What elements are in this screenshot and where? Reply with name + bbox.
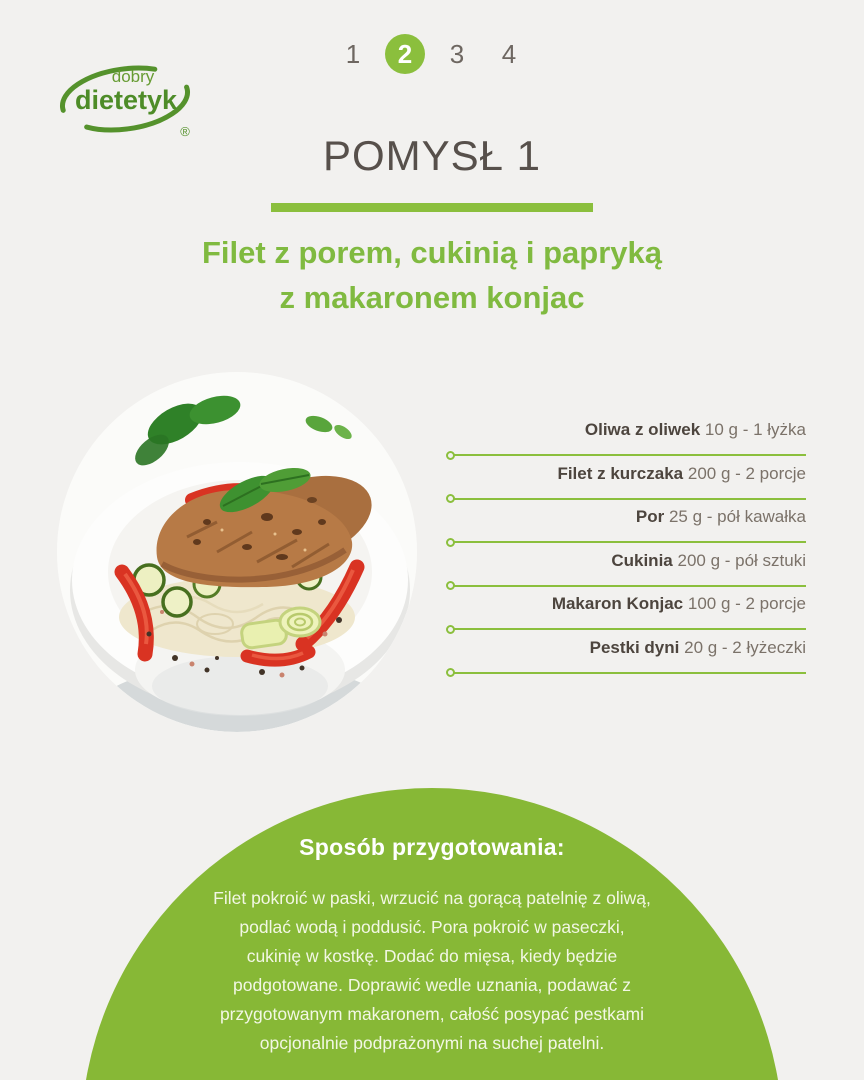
step-4[interactable]: 4 (501, 38, 517, 69)
ingredient-name: Por (635, 507, 665, 526)
step-indicator (333, 34, 529, 74)
ingredient-amount: 25 g - pół kawałka (668, 507, 806, 526)
brand-logo-graphic (54, 54, 198, 142)
brand-logo (54, 54, 198, 142)
preparation-section (81, 788, 783, 1080)
ingredient-amount: 200 g - pół sztuki (677, 550, 806, 570)
ingredient-amount: 20 g - 2 łyżeczki (684, 637, 806, 657)
logo-text-bottom: dietetyk (74, 85, 178, 115)
logo-text-top: dobry (111, 67, 155, 86)
divider-dot-icon (446, 625, 455, 634)
preparation-title: Sposób przygotowania: (299, 834, 565, 860)
ingredient-amount: 100 g - 2 porcje (687, 594, 806, 613)
ingredient-row (448, 417, 806, 461)
ingredient-amount: 200 g - 2 porcje (687, 463, 806, 483)
recipe-title-line2: z makaronem konjac (279, 280, 585, 315)
step-2-active[interactable]: 2 (385, 34, 425, 74)
recipe-title-line1: Filet z porem, cukinią i papryką (202, 235, 662, 270)
ingredient-amount: 10 g - 1 łyżka (704, 420, 806, 439)
ingredient-divider (454, 585, 806, 587)
divider-dot-icon (446, 538, 455, 547)
divider-dot-icon (446, 581, 455, 590)
recipe-title (0, 230, 864, 320)
ingredient-divider (454, 454, 806, 456)
ingredient-divider (454, 541, 806, 543)
ingredient-name: Filet z kurczaka (557, 463, 684, 483)
ingredient-name: Makaron Konjac (551, 594, 684, 613)
ingredient-row (448, 635, 806, 679)
ingredient-row (448, 504, 806, 548)
ingredient-name: Cukinia (611, 550, 673, 570)
step-3[interactable]: 3 (449, 38, 465, 69)
ingredients-list (448, 417, 806, 678)
ingredient-name: Pestki dyni (589, 637, 680, 657)
divider-dot-icon (446, 668, 455, 677)
dish-photo-illustration (57, 372, 417, 732)
ingredient-row (448, 461, 806, 505)
ingredient-row (448, 591, 806, 635)
preparation-text: Filet pokroić w paski, wrzucić na gorącą patelnię z oliwą, podlać wodą i poddusić. Pora pokroić w paseczki, cukinię w kostkę. Dodać do mięsa, kiedy będzie podgotowane. Doprawić wedle uznania, podawać z przygotowanym makaronem, całość posypać pestkami opcjonalnie podprażonymi na suchej patelni. (213, 888, 651, 1053)
title-divider (271, 203, 593, 212)
dish-photo (57, 372, 417, 732)
ingredient-divider (454, 628, 806, 630)
step-1[interactable]: 1 (345, 38, 361, 69)
divider-dot-icon (446, 494, 455, 503)
ingredient-row (448, 548, 806, 592)
page-title: POMYSŁ 1 (322, 132, 542, 179)
divider-dot-icon (446, 451, 455, 460)
registered-mark: ® (180, 124, 190, 139)
ingredient-divider (454, 498, 806, 500)
ingredient-divider (454, 672, 806, 674)
ingredient-name: Oliwa z oliwek (584, 420, 701, 439)
